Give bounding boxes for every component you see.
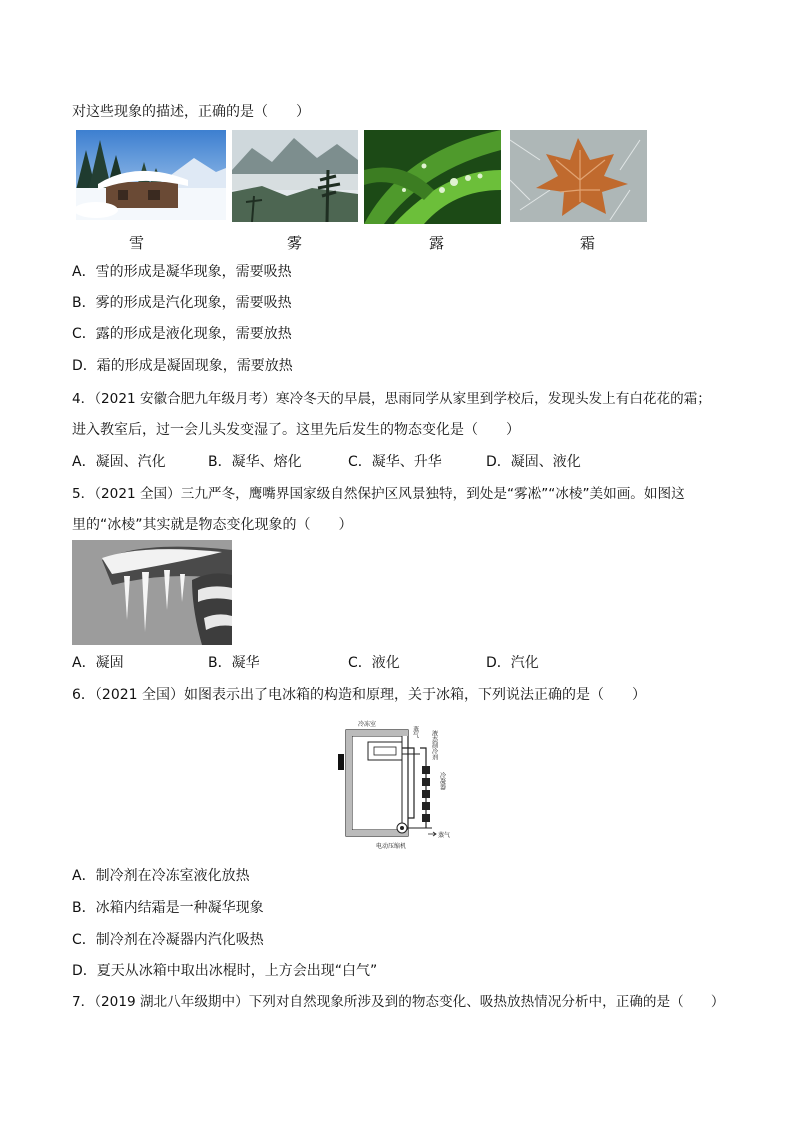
q3-option-d[interactable]: D．霜的形成是凝固现象，需要放热 bbox=[72, 358, 293, 374]
q3-option-b[interactable]: B．雾的形成是汽化现象，需要吸热 bbox=[72, 295, 292, 311]
snow-photo bbox=[76, 130, 226, 220]
icicle-photo bbox=[72, 540, 232, 645]
q6-option-b[interactable]: B．冰箱内结霜是一种凝华现象 bbox=[72, 900, 264, 916]
caption-fog: 雾 bbox=[287, 234, 303, 252]
caption-frost: 霜 bbox=[580, 234, 596, 252]
q3-stem: 对这些现象的描述，正确的是（ ） bbox=[72, 104, 310, 120]
caption-dew: 露 bbox=[429, 234, 445, 252]
q6-option-a[interactable]: A．制冷剂在冷冻室液化放热 bbox=[72, 868, 250, 884]
q5-option-d[interactable]: D．汽化 bbox=[486, 655, 539, 671]
label-condenser: 冷凝器 bbox=[438, 772, 446, 790]
q5-stem-line1: 5．（2021 全国）三九严冬，鹰嘴界国家级自然保护区风景独特，到处是“雾凇”“冰棱”美如画。如图这 bbox=[72, 486, 685, 502]
q4-stem-line2: 进入教室后，过一会儿头发变湿了。这里先后发生的物态变化是（ ） bbox=[72, 422, 520, 438]
q6-stem: 6．（2021 全国）如图表示出了电冰箱的构造和原理，关于冰箱，下列说法正确的是（ ） bbox=[72, 687, 646, 703]
q5-option-c[interactable]: C．液化 bbox=[348, 655, 400, 671]
fridge-diagram bbox=[336, 714, 464, 852]
label-vapor-bottom: 蒸气 bbox=[438, 832, 451, 839]
q4-option-a[interactable]: A．凝固、汽化 bbox=[72, 454, 166, 470]
q3-option-a[interactable]: A．雪的形成是凝华现象，需要吸热 bbox=[72, 264, 292, 280]
label-compressor: 电动压缩机 bbox=[376, 843, 407, 850]
q7-stem: 7．（2019 湖北八年级期中）下列对自然现象所涉及到的物态变化、吸热放热情况分析中，正确的是（ ） bbox=[72, 994, 725, 1010]
label-liquid-refrigerant: 液态制冷剂 bbox=[430, 730, 438, 760]
fog-photo bbox=[232, 130, 358, 222]
q5-stem-line2: 里的“冰棱”其实就是物态变化现象的（ ） bbox=[72, 517, 353, 533]
q4-option-d[interactable]: D．凝固、液化 bbox=[486, 454, 581, 470]
q5-option-b[interactable]: B．凝华 bbox=[208, 655, 260, 671]
label-freezer: 冷冻室 bbox=[358, 721, 377, 728]
q4-option-b[interactable]: B．凝华、熔化 bbox=[208, 454, 302, 470]
label-vapor-top: 蒸气 bbox=[411, 726, 419, 738]
q3-option-c[interactable]: C．露的形成是液化现象，需要放热 bbox=[72, 326, 292, 342]
frost-photo bbox=[510, 130, 647, 222]
dew-photo bbox=[364, 130, 501, 224]
q4-option-c[interactable]: C．凝华、升华 bbox=[348, 454, 442, 470]
q6-option-d[interactable]: D．夏天从冰箱中取出冰棍时，上方会出现“白气” bbox=[72, 963, 378, 979]
caption-snow: 雪 bbox=[129, 234, 145, 252]
q6-option-c[interactable]: C．制冷剂在冷凝器内汽化吸热 bbox=[72, 932, 264, 948]
q5-option-a[interactable]: A．凝固 bbox=[72, 655, 124, 671]
q4-stem-line1: 4．（2021 安徽合肥九年级月考）寒冷冬天的早晨，思雨同学从家里到学校后，发现头发上有白花花的霜； bbox=[72, 391, 711, 407]
